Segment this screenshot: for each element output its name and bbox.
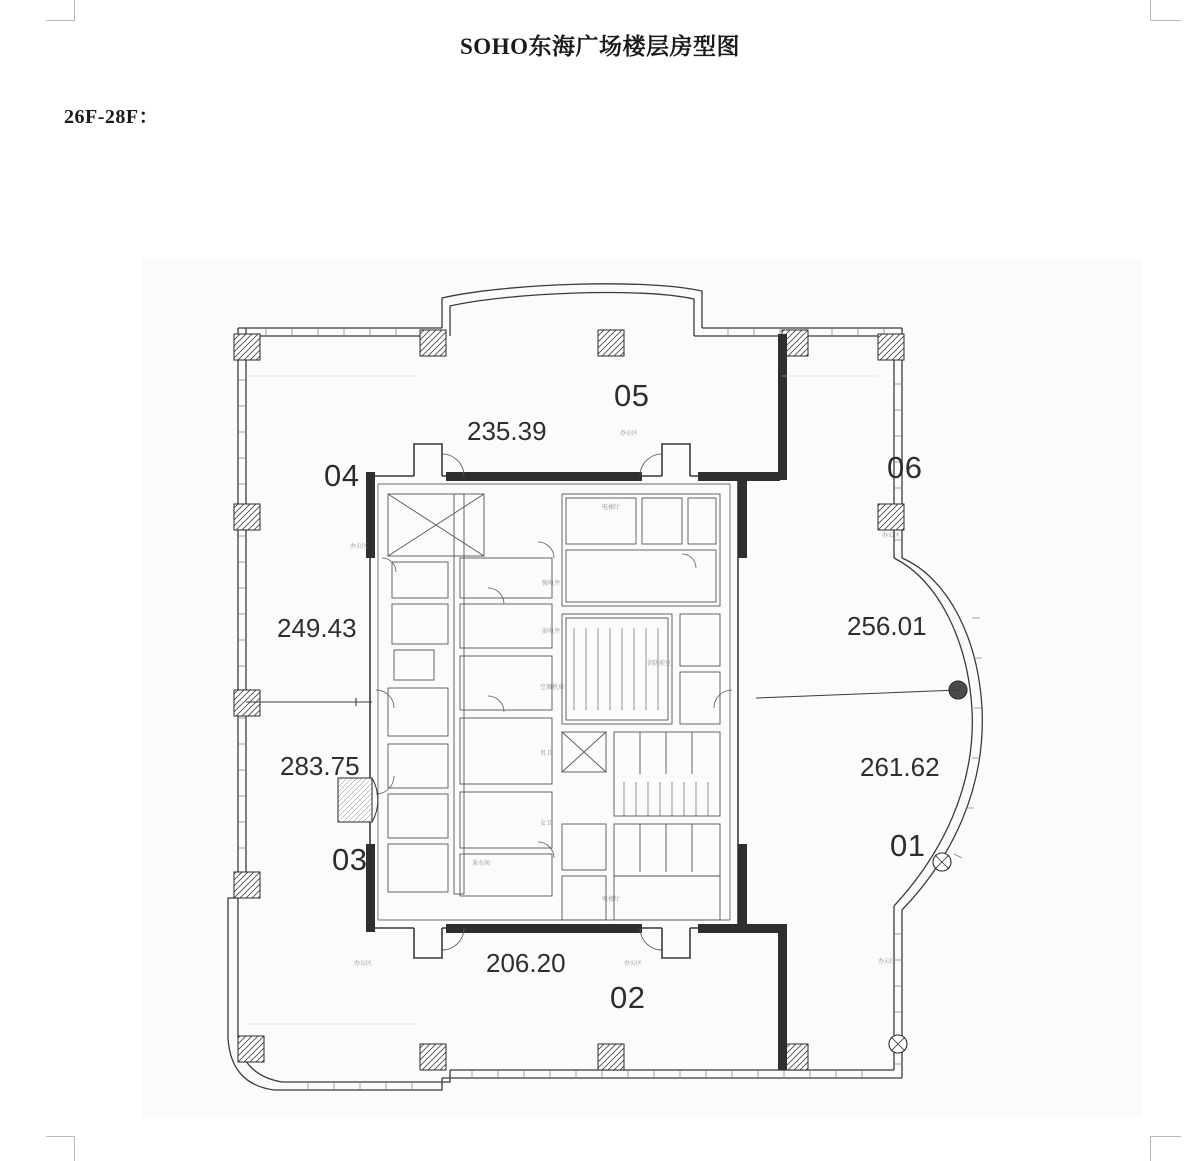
room-caption-mens-toilet: 男卫	[540, 751, 553, 757]
unit-04-number: 04	[324, 458, 360, 493]
crop-mark-bottom-left	[46, 1136, 75, 1161]
room-caption-office-03: 办公区	[354, 961, 373, 967]
page-title: SOHO东海广场楼层房型图	[460, 34, 740, 59]
floor-range-label: 26F-28F：	[64, 106, 160, 128]
room-caption-womens-toilet: 女卫	[540, 821, 553, 827]
floor-plan-drawing	[142, 258, 1142, 1118]
room-caption-fire-lobby: 消防前室	[647, 661, 672, 667]
unit-02-number: 02	[610, 980, 646, 1015]
room-caption-office-02: 办公区	[624, 961, 643, 967]
room-caption-lift-lobby-north: 电梯厅	[602, 505, 621, 511]
unit-03-number: 03	[332, 842, 368, 877]
crop-mark-bottom-right	[1150, 1136, 1181, 1161]
room-caption-office-05: 办公区	[620, 431, 639, 437]
room-caption-office-04: 办公区	[350, 544, 369, 550]
room-caption-telecom-shaft: 弱电井	[542, 629, 561, 635]
unit-06-number: 06	[887, 450, 923, 485]
unit-01-number: 01	[890, 828, 926, 863]
unit-04-area: 249.43	[277, 613, 357, 643]
room-caption-office-06: 办公区	[882, 533, 901, 539]
crop-mark-top-right	[1150, 0, 1181, 21]
room-caption-pantry: 茶水间	[472, 861, 491, 867]
room-caption-lift-lobby-south: 电梯厅	[602, 897, 621, 903]
unit-05-number: 05	[614, 378, 650, 413]
room-caption-hvac-room: 空调机房	[540, 685, 565, 691]
unit-05-area: 235.39	[467, 416, 547, 446]
unit-02-area: 206.20	[486, 948, 566, 978]
crop-mark-top-left	[46, 0, 75, 21]
unit-03-area: 283.75	[280, 751, 360, 781]
room-caption-office-01: 办公区	[878, 959, 897, 965]
room-caption-electrical-shaft: 强电井	[542, 581, 561, 587]
unit-06-area: 256.01	[847, 611, 927, 641]
unit-01-area: 261.62	[860, 752, 940, 782]
